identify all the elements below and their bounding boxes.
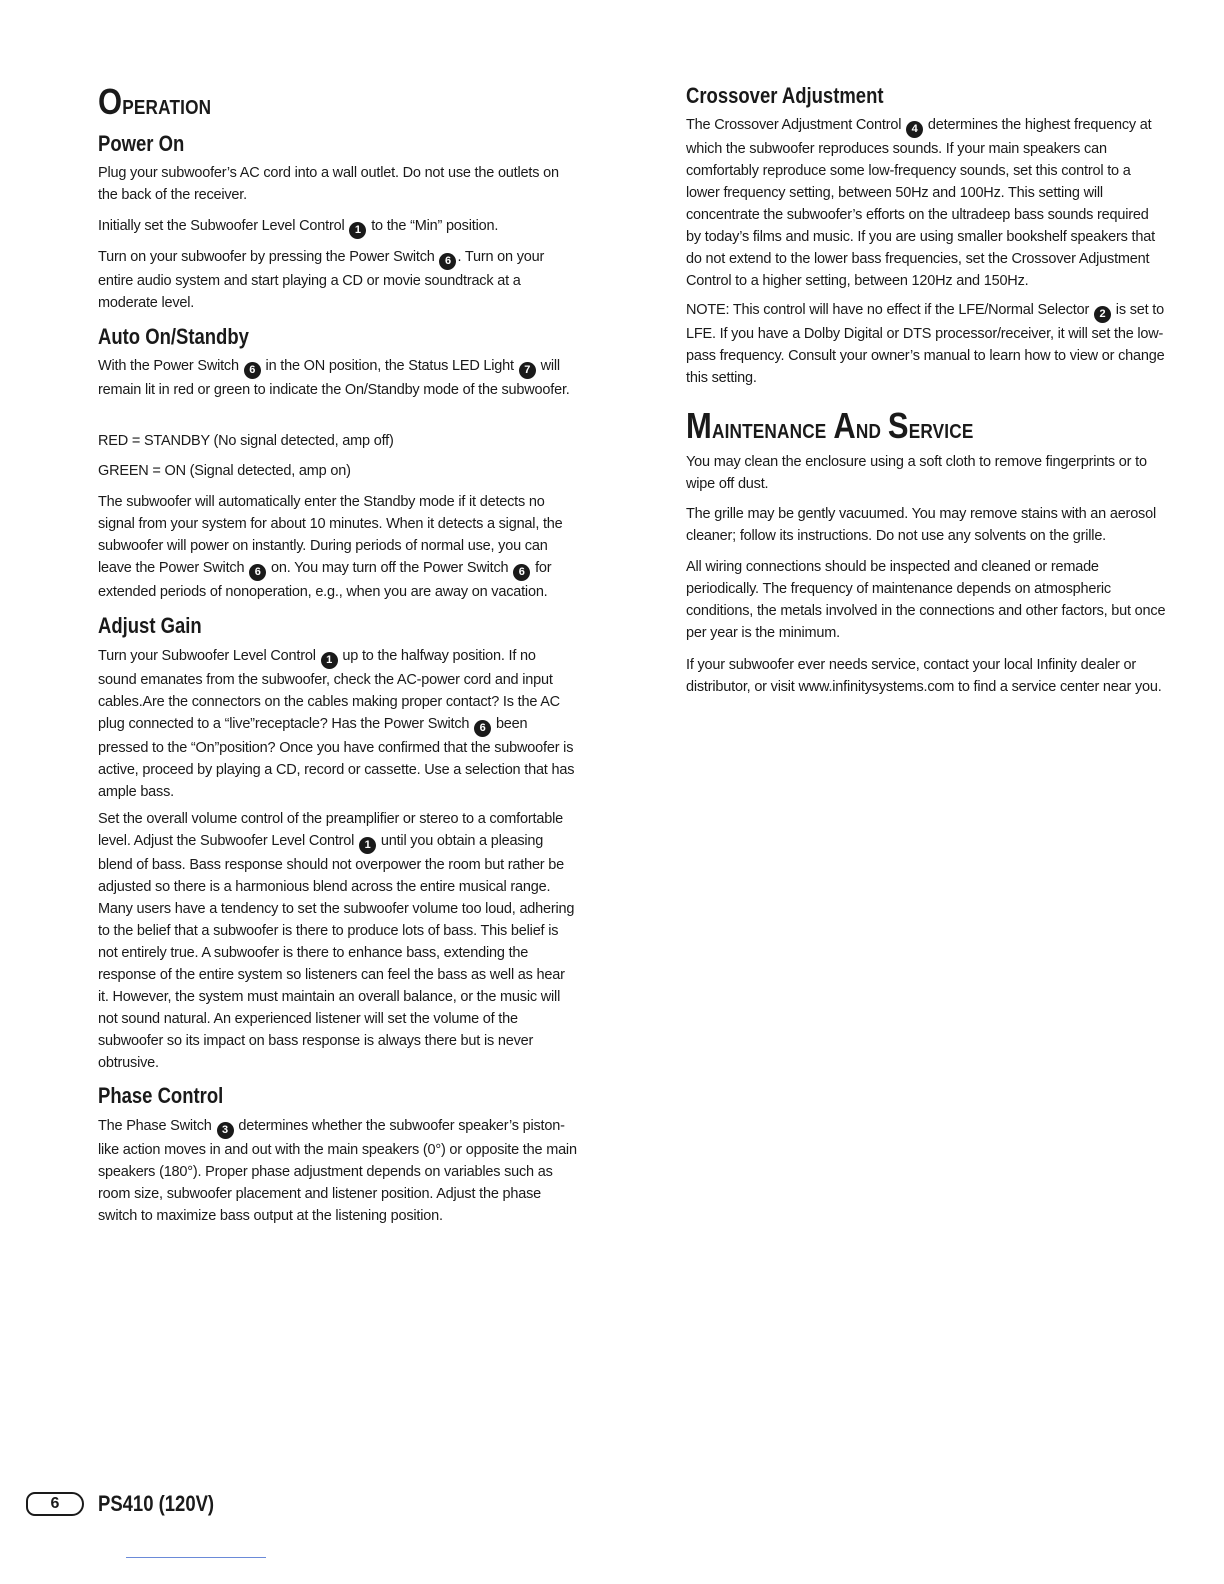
maintenance-paragraph-2: The grille may be gently vacuumed. You may remove stains with an aerosol cleaner; follow its instructions. Do not use any solvents on the grille.: [686, 506, 1156, 544]
callout-1-icon: 1: [349, 222, 366, 239]
model-name: PS410 (120V): [98, 1491, 215, 1516]
callout-3-icon: 3: [217, 1122, 234, 1139]
crossover-heading: Crossover Adjustment: [686, 83, 884, 108]
auto-standby-heading: Auto On/Standby: [98, 324, 249, 349]
callout-6-icon: 6: [244, 362, 261, 379]
auto-standby-paragraph-1: With the Power Switch 6 in the ON position, the Status LED Light 7 will remain lit in red or green to indicate the On/Standby mode of the subwoofer.: [98, 358, 570, 398]
auto-standby-paragraph-2: The subwoofer will automatically enter the Standby mode if it detects no signal from your system for about 10 minutes. When it detects a signal, the subwoofer will power on instantly. During periods of normal use, you can leave the Power Switch 6 on. You may turn off the Power Switch 6 for extended periods of nonoperation, e.g., when you are away on vacation.: [98, 494, 563, 600]
crossover-note-paragraph: NOTE: This control will have no effect if the LFE/Normal Selector 2 is set to LFE. If you have a Dolby Digital or DTS processor/receiver, it will set the low-pass frequency. Consult your owner’s manual to learn how to view or change this setting.: [686, 302, 1165, 386]
callout-6-icon: 6: [513, 564, 530, 581]
maintenance-paragraph-4: If your subwoofer ever needs service, contact your local Infinity dealer or distributor, or visit www.infinitysystems.com to find a service center near you.: [686, 657, 1162, 695]
footer-blue-rule: [126, 1557, 266, 1558]
callout-6-icon: 6: [474, 720, 491, 737]
power-on-paragraph-1: Plug your subwoofer’s AC cord into a wall outlet. Do not use the outlets on the back of the receiver.: [98, 165, 559, 203]
callout-6-icon: 6: [249, 564, 266, 581]
phase-control-heading: Phase Control: [98, 1083, 224, 1108]
phase-control-paragraph: The Phase Switch 3 determines whether the subwoofer speaker’s piston-like action moves in and out with the main speakers (0°) or opposite the main speakers (180°). Proper phase adjustment depends on variables such as room size, subwoofer placement and listener position. Adjust the phase switch to maximize bass output at the listening position.: [98, 1118, 577, 1224]
power-on-heading: Power On: [98, 131, 185, 156]
adjust-gain-paragraph-1: Turn your Subwoofer Level Control 1 up to the halfway position. If no sound emanates from the subwoofer, check the AC-power cord and input cables.Are the connectors on the cables making proper contact? Is the AC plug connected to a “live”receptacle? Has the Power Switch 6 been pressed to the “On”position? Once you have confirmed that the subwoofer is active, proceed by playing a CD, record or cassette. Use a selection that has ample bass.: [98, 648, 575, 800]
maintenance-paragraph-3: All wiring connections should be inspected and cleaned or remade periodically. The frequency of maintenance depends on atmospheric conditions, the metals involved in the connections and other factors, but once per year is the minimum.: [686, 559, 1166, 641]
page-number: 6: [26, 1492, 84, 1516]
callout-2-icon: 2: [1094, 306, 1111, 323]
callout-1-icon: 1: [359, 837, 376, 854]
callout-1-icon: 1: [321, 652, 338, 669]
maintenance-paragraph-1: You may clean the enclosure using a soft cloth to remove fingerprints or to wipe off dust.: [686, 454, 1147, 492]
operation-title: Operation: [98, 81, 212, 122]
adjust-gain-paragraph-2: Set the overall volume control of the preamplifier or stereo to a comfortable level. Adjust the Subwoofer Level Control 1 until you obtain a pleasing blend of bass. Bass response should not overpower the room but rather be adjusted so there is a harmonious blend across the entire musical range. Many users have a tendency to set the subwoofer volume too loud, adhering to the belief that a subwoofer is there to produce lots of bass. This belief is not entirely true. A subwoofer is there to enhance bass, extending the response of the entire system so listeners can feel the bass as well as hear it. However, the system must maintain an overall balance, or the music will not sound natural. An experienced listener will set the volume of the subwoofer so its impact on bass response is always there but is never obtrusive.: [98, 811, 575, 1071]
maintenance-title: Maintenance And Service: [686, 405, 974, 446]
power-on-paragraph-2: Initially set the Subwoofer Level Control 1 to the “Min” position.: [98, 215, 578, 239]
callout-6-icon: 6: [439, 253, 456, 270]
green-on-line: GREEN = ON (Signal detected, amp on): [98, 463, 351, 479]
adjust-gain-heading: Adjust Gain: [98, 613, 202, 638]
callout-4-icon: 4: [906, 121, 923, 138]
power-on-paragraph-3: Turn on your subwoofer by pressing the Power Switch 6 . Turn on your entire audio system and start playing a CD or movie soundtrack at a moderate level.: [98, 249, 545, 311]
callout-7-icon: 7: [519, 362, 536, 379]
red-standby-line: RED = STANDBY (No signal detected, amp off): [98, 433, 394, 449]
crossover-paragraph-1: The Crossover Adjustment Control 4 determines the highest frequency at which the subwoofer reproduces sounds. If your main speakers can comfortably reproduce some low-frequency sounds, set this control to a lower frequency setting, between 50Hz and 100Hz. This setting will concentrate the subwoofer’s efforts on the ultradeep bass sounds required by today’s films and music. If you are using smaller bookshelf speakers that do not extend to the lower bass frequencies, set the Crossover Adjustment Control to a higher setting, between 120Hz and 150Hz.: [686, 117, 1155, 289]
